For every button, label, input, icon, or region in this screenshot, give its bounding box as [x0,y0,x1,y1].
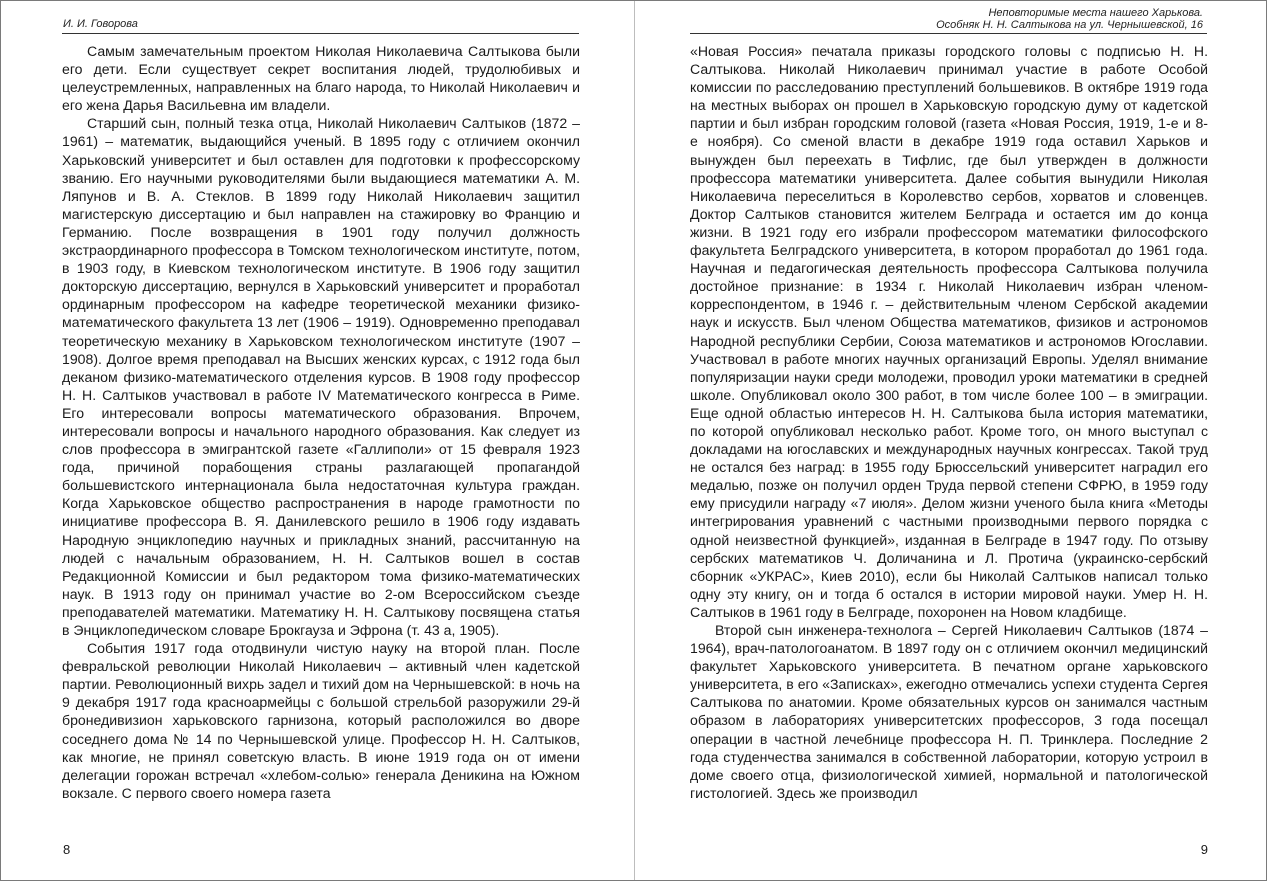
running-head-title [936,7,1203,31]
left-page [1,1,634,880]
page-number: 9 [1200,842,1208,857]
header-rule [62,33,579,34]
running-head-author: И. И. Говорова [63,18,138,30]
running-head-line: Особняк Н. Н. Салтыкова на ул. Чернышевской, 16 [936,19,1203,31]
paragraph: События 1917 года отодвинули чистую науку на второй план. После февральской революции Николай Николаевич – активный член кадетской партии. Революционный вихрь задел и тихий дом на Чернышевской: в ночь на 9 декабря 1917 года красноармейцы с большой стрельбой разоружили 29-й бронедивизион харьковского гарнизона, который расположился во дворе соседнего дома № 14 по Чернышевской улице. Профессор Н. Н. Салтыков, как многие, не принял советскую власть. В июне 1919 года он от имени делегации горожан встречал «хлебом-солью» генерала Деникина на Южном вокзале. С первого своего номера газета [62,640,580,801]
page-number: 8 [63,842,71,857]
left-page-body [62,42,580,802]
header-rule [690,33,1207,34]
paragraph: «Новая Россия» печатала приказы городского головы с подписью Н. Н. Салтыкова. Николай Николаевич принимал участие в работе Особой комиссии по расследованию преступлений большевиков. В октябре 1919 года на местных выборах он прошел в Харьковскую городскую думу от кадетской партии и был избран городским головой (газета «Новая Россия, 1919, 1-е и 8-е ноября). Со сменой власти в декабре 1919 года оставил Харьков и вынужден был переехать в Тифлис, где был утвержден в должности профессора математики университета. Далее события вынудили Николая Николаевича переселиться в Королевство сербов, хорватов и словенцев. Доктор Салтыков становится жителем Белграда и остается им до конца жизни. В 1921 году его избрали профессором математики философского факультета Белградского университета, в котором проработал до 1961 года. Научная и педагогическая деятельность профессора Салтыкова получила достойное признание: в 1934 г. Николай Николаевич избран членом-корреспондентом, в 1946 г. – действительным членом Сербской академии наук и искусств. Был членом Общества математиков, физиков и астрономов Народной республики Сербии, Союза математиков и астрономов Югославии. Участвовал в работе многих научных организаций Европы. Уделял внимание популяризации науки среди молодежи, проводил уроки математики в средней школе. Опубликовал около 300 работ, в том числе более 100 – в эмиграции. Еще одной областью интересов Н. Н. Салтыкова была история математики, по которой опубликовал несколько работ. Кроме того, он много выступал с докладами на югославских и международных научных конгрессах. Такой труд не остался без наград: в 1955 году Брюссельский университет наградил его медалью, позже он получил орден Труда первой степени СФРЮ, в 1959 году ему присудили награду «7 июля». Делом жизни ученого была книга «Методы интегрирования уравнений с частными производными первого порядка с одной неизвестной функцией», изданная в Белграде в 1947 году. По отзыву сербских математиков Ч. Доличанина и Л. Протича (украинско-сербский сборник «УКРАС», Киев 2010), если бы Николай Салтыков написал только одну эту книгу, он и тогда б остался в истории мировой науки. Умер Н. Н. Салтыков в 1961 году в Белграде, похоронен на Новом кладбище. [690,43,1208,620]
right-page-body [690,42,1208,802]
paragraph: Второй сын инженера-технолога – Сергей Николаевич Салтыков (1874 – 1964), врач-патологоанатом. В 1897 году он с отличием окончил медицинский факультет Харьковского университета. В печатном органе харьковского университета, в его «Записках», ежегодно отмечались успехи студента Сергея Салтыкова по анатомии. Кроме обязательных курсов он занимался частным образом в лабораториях университетских профессоров, 3 года посещал операции в частной лечебнице профессора Н. П. Тринклера. Последние 2 года студенчества занимался в собственной лаборатории, которую устроил в доме своего отца, физиологической химией, нормальной и патологической гистологией. Здесь же производил [690,622,1208,801]
paragraph: Старший сын, полный тезка отца, Николай Николаевич Салтыков (1872 – 1961) – математик, выдающийся ученый. В 1895 году с отличием окончил Харьковский университет и был оставлен для подготовки к профессорскому званию. Его научными руководителями были выдающиеся математики А. М. Ляпунов и В. А. Стеклов. В 1899 году Николай Николаевич защитил магистерскую диссертацию и был направлен на стажировку во Францию и Германию. После возвращения в 1901 году получил должность экстраординарного профессора в Томском технологическом институте, потом, в 1903 году, в Киевском технологическом институте. В 1906 году защитил докторскую диссертацию, вернулся в Харьковский университет и проработал ординарным профессором на кафедре теоретической механики физико-математического факультета 13 лет (1906 – 1919). Одновременно преподавал теоретическую механику в Харьковском технологическом институте (1907 – 1908). Долгое время преподавал на Высших женских курсах, с 1912 года был деканом физико-математического отделения курсов. В 1908 году профессор Н. Н. Салтыков участвовал в работе IV Математического конгресса в Риме. Его интересовали вопросы математического образования. Впрочем, интересовали вопросы и начального народного образования. Как следует из слов профессора в эмигрантской газете «Галлиполи» от 15 февраля 1923 года, причиной порабощения страны разлагающей пропагандой большевистского интернационала была недостаточная культура граждан. Когда Харьковское общество распространения в народе грамотности по инициативе профессора В. Я. Данилевского решило в 1906 году издавать Народную энциклопедию научных и прикладных знаний, рассчитанную на людей с начальным образованием, Н. Н. Салтыков вошел в состав Редакционной Комиссии и был редактором тома физико-математических наук. В 1913 году он принимал участие во 2-ом Всероссийском съезде преподавателей математики. Математику Н. Н. Салтыкову посвящена статья в Энциклопедическом словаре Брокгауза и Эфрона (т. 43 а, 1905). [62,115,580,638]
paragraph: Самым замечательным проектом Николая Николаевича Салтыкова были его дети. Если существует секрет воспитания людей, трудолюбивых и целеустремленных, направленных на благо народа, то Николай Николаевич и его жена Дарья Васильевна им владели. [62,43,580,114]
running-head-line: Неповторимые места нашего Харькова. [988,7,1203,19]
right-page [635,1,1266,880]
